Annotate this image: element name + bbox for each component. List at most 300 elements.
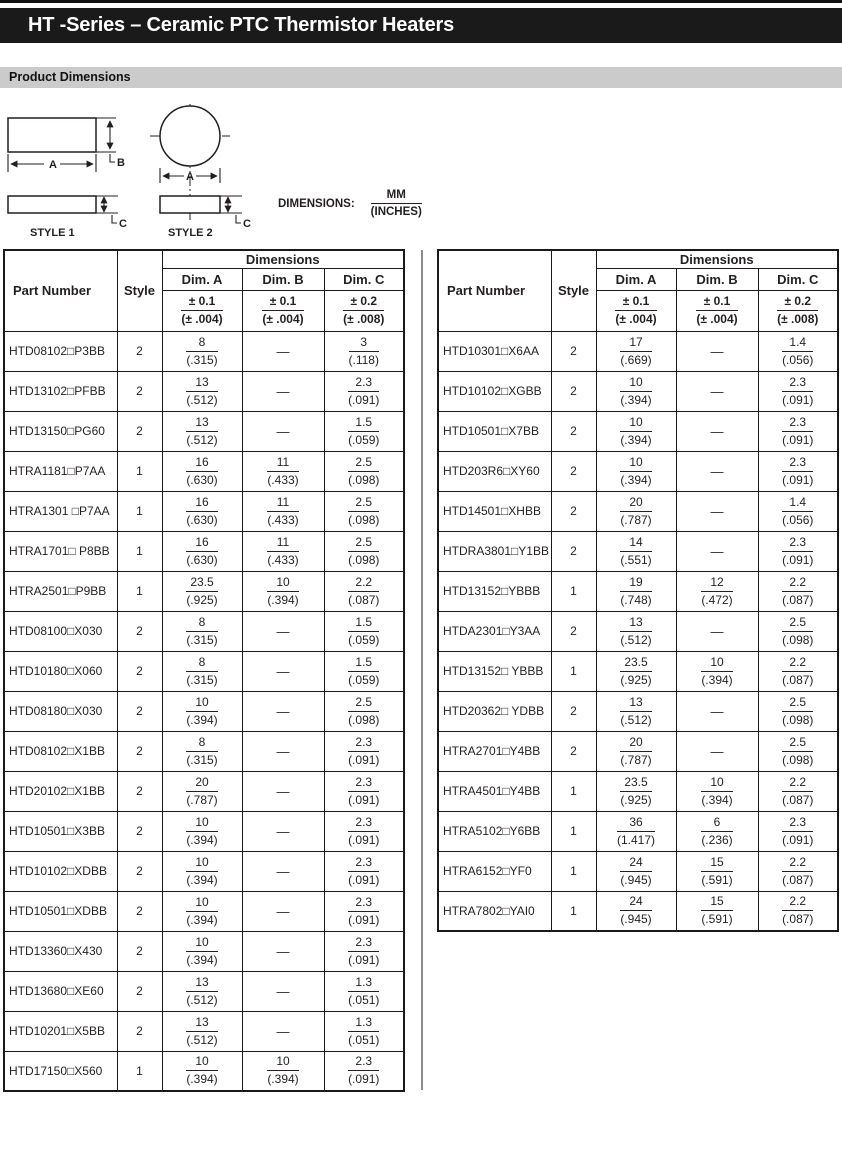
dim-c-cell-value-inches: (.091) [348,392,380,407]
dim-c-cell-value [782,815,813,848]
table-row [438,691,838,731]
dim-c-cell [758,491,838,531]
dim-a-cell-value-inches: (.551) [620,552,652,567]
dim-c-cell-value-mm: 2.2 [782,575,813,592]
dim-c-cell-value [782,495,813,528]
dim-c-cell [758,451,838,491]
dim-c-cell-value-inches: (.087) [782,592,814,607]
style2-caption: STYLE 2 [168,227,213,239]
dim-a-cell-value-inches: (.315) [186,672,218,687]
table-row [4,731,404,771]
dim-c-cell-value-inches: (.087) [782,672,814,687]
dim-a-cell [596,651,676,691]
col-header-style: Style [551,250,596,331]
dim-a-cell-value-inches: (.394) [186,712,218,727]
table-row [4,491,404,531]
dim-a-cell-value-mm: 13 [620,615,651,632]
dim-c-cell-value-inches: (.056) [782,352,814,367]
dim-c-cell-value-inches: (.091) [348,952,380,967]
style-cell: 2 [117,851,162,891]
style-cell: 1 [551,771,596,811]
dim-a-cell [162,1011,242,1051]
dim-c-cell [324,451,404,491]
table-row [4,691,404,731]
part-number-cell: HTRA6152□YF0 [438,851,551,891]
dim-a-cell [162,531,242,571]
col-header-tol-b [676,290,758,331]
dim-a-cell-value-mm: 8 [186,615,217,632]
dim-c-cell [324,371,404,411]
dim-c-cell-value [782,735,813,768]
dim-b-cell [242,1051,324,1091]
dim-c-cell-value [782,655,813,688]
dim-a-cell-value-mm: 13 [186,375,217,392]
dim-a-cell [596,531,676,571]
dim-a-cell-value [620,455,651,488]
dim-b-cell: — [676,691,758,731]
part-number-cell: HTRA5102□Y6BB [438,811,551,851]
dim-a-label-style1: A [49,159,57,171]
dim-a-cell-value [186,695,217,728]
table-row [4,611,404,651]
style-cell: 2 [551,491,596,531]
dim-c-cell [758,731,838,771]
part-number-cell: HTDA2301□Y3AA [438,611,551,651]
dim-a-cell-value [186,855,217,888]
dim-a-cell-value-inches: (.925) [620,792,652,807]
dim-c-cell [758,571,838,611]
dim-a-cell-value-mm: 36 [617,815,655,832]
dim-c-cell-value-mm: 2.2 [782,855,813,872]
dim-c-cell-value-mm: 1.5 [348,415,379,432]
dim-c-cell-value-mm: 2.3 [348,895,379,912]
dim-c-cell [324,531,404,571]
dim-a-cell-value-inches: (.394) [186,872,218,887]
dim-a-cell-value-inches: (.945) [620,912,652,927]
dim-c-cell-value-inches: (.098) [348,472,380,487]
table-row [4,851,404,891]
dim-a-cell-value-mm: 16 [186,495,217,512]
dim-c-cell-value [348,1015,379,1048]
dim-b-cell-value [701,575,732,608]
part-number-cell: HTD17150□X560 [4,1051,117,1091]
tol-c-mm: ± 0.2 [777,294,818,311]
dim-c-cell [758,691,838,731]
tol-a-mm: ± 0.1 [615,294,656,311]
dim-c-cell [758,771,838,811]
dim-a-cell-value-inches: (1.417) [616,832,656,847]
dim-a-cell-value [620,335,651,368]
style2-side-view [160,196,220,213]
dim-c-cell-value-inches: (.098) [348,512,380,527]
table-row [4,371,404,411]
dim-a-cell-value [186,1015,217,1048]
dim-a-cell-value-inches: (.512) [186,392,218,407]
tol-b-mm: ± 0.1 [262,294,303,311]
dim-a-cell-value [620,775,651,808]
dim-c-cell-value [782,575,813,608]
part-number-cell: HTRA2701□Y4BB [438,731,551,771]
dim-b-cell-value [267,535,298,568]
dim-c-cell-value-mm: 2.3 [782,375,813,392]
dim-c-cell-value-mm: 1.3 [348,1015,379,1032]
dim-c-cell-value-inches: (.091) [348,832,380,847]
dim-a-cell [596,771,676,811]
dim-a-cell [596,451,676,491]
dim-a-cell-value-mm: 10 [186,695,217,712]
dim-a-cell [162,851,242,891]
table-row [438,451,838,491]
dim-b-cell-value [701,655,732,688]
dim-b-cell-value-inches: (.591) [701,912,733,927]
dim-b-cell: — [242,771,324,811]
dim-c-cell-value-mm: 2.5 [348,695,379,712]
dim-a-cell-value [620,575,651,608]
dim-a-cell [596,851,676,891]
dim-a-cell-value-inches: (.925) [186,592,218,607]
dim-c-cell-value [348,655,379,688]
dim-c-cell-value-inches: (.091) [782,832,814,847]
dim-c-cell-value [782,335,813,368]
tol-c-in: (± .008) [343,312,385,326]
dim-b-cell-value-inches: (.591) [701,872,733,887]
dim-a-cell-value-mm: 13 [620,695,651,712]
table-row [438,891,838,931]
style-cell: 2 [117,411,162,451]
col-header-style: Style [117,250,162,331]
dim-c-cell-value [348,495,379,528]
dim-a-cell-value-inches: (.512) [620,712,652,727]
table-row [4,811,404,851]
dim-c-cell-value-inches: (.059) [348,632,380,647]
style-cell: 2 [551,691,596,731]
dim-b-cell [242,571,324,611]
table-row [438,851,838,891]
dim-c-cell [324,411,404,451]
dim-a-cell-value [186,895,217,928]
dim-b-cell-value [701,894,732,927]
dim-c-cell-value [348,375,379,408]
dim-a-cell-value [186,375,217,408]
dim-b-cell [676,811,758,851]
dim-c-cell-value-inches: (.098) [782,752,814,767]
dim-c-cell [324,611,404,651]
style-cell: 2 [117,1011,162,1051]
col-header-dim-c: Dim. C [758,268,838,290]
dimensions-table-right [437,249,839,932]
dim-a-cell-value-inches: (.787) [186,792,218,807]
part-number-cell: HTD14501□XHBB [438,491,551,531]
dim-b-cell-value-inches: (.394) [267,1072,299,1087]
dim-a-cell-value-mm: 8 [186,655,217,672]
dim-b-cell-value-mm: 15 [701,894,732,911]
dim-b-cell: — [676,371,758,411]
style1-caption: STYLE 1 [30,227,75,239]
dim-c-cell-value-inches: (.059) [348,432,380,447]
dim-a-cell-value-mm: 16 [186,535,217,552]
dim-a-cell-value [186,655,217,688]
dim-a-cell-value [186,815,217,848]
dim-c-cell-value-mm: 2.5 [348,495,379,512]
table-separator-rule [421,250,423,1090]
dim-a-cell [162,771,242,811]
dim-b-cell-value-inches: (.472) [701,592,733,607]
units-mm: MM [371,188,422,204]
dim-b-cell: — [242,651,324,691]
part-number-cell: HTD08180□X030 [4,691,117,731]
dim-b-cell: — [242,931,324,971]
col-header-tol-c [758,290,838,331]
dim-a-cell-value [620,894,651,927]
part-number-cell: HTD13152□ YBBB [438,651,551,691]
dim-a-cell-value [620,655,651,688]
dim-c-cell-value-inches: (.098) [782,632,814,647]
dim-b-cell-value-inches: (.433) [267,512,299,527]
dim-b-cell-value-mm: 15 [701,855,732,872]
dim-a-cell-value [186,455,217,488]
dim-c-cell [758,371,838,411]
dim-b-cell-value-inches: (.236) [701,832,733,847]
style-cell: 2 [551,531,596,571]
dim-c-cell-value [348,575,379,608]
dim-a-cell-value-inches: (.394) [186,912,218,927]
dim-c-cell-value-mm: 2.3 [348,815,379,832]
dim-a-cell-value [620,615,651,648]
dim-a-cell-value-mm: 23.5 [620,655,651,672]
dim-b-cell: — [676,531,758,571]
tol-b-in: (± .004) [696,312,738,326]
dim-b-cell [676,891,758,931]
style-cell: 2 [117,651,162,691]
table-row [438,531,838,571]
part-number-cell: HTD10501□X3BB [4,811,117,851]
dim-a-cell [162,1051,242,1091]
table-row [4,891,404,931]
part-number-cell: HTD10102□XGBB [438,371,551,411]
dim-c-cell [758,331,838,371]
dim-c-cell-value [782,535,813,568]
style-cell: 2 [551,331,596,371]
style-cell: 2 [117,971,162,1011]
style-cell: 1 [117,531,162,571]
dim-c-cell-value-mm: 2.3 [348,735,379,752]
dim-a-cell-value-mm: 8 [186,335,217,352]
dim-c-cell-value-mm: 1.5 [348,655,379,672]
col-header-part-number: Part Number [4,250,117,331]
dim-b-cell [676,771,758,811]
dim-b-cell-value-inches: (.433) [267,472,299,487]
dim-a-cell-value [620,695,651,728]
tol-a-in: (± .004) [181,312,223,326]
dim-a-cell-value-mm: 23.5 [620,775,651,792]
tol-b-mm: ± 0.1 [696,294,737,311]
part-number-cell: HTD08102□P3BB [4,331,117,371]
table-row [438,571,838,611]
col-header-dim-a: Dim. A [596,268,676,290]
table-row [4,771,404,811]
tol-a-mm: ± 0.1 [181,294,222,311]
dim-a-cell-value-mm: 10 [186,815,217,832]
dim-b-label: B [117,157,125,169]
dim-b-cell-value-mm: 10 [267,1054,298,1071]
dim-a-cell-value-inches: (.394) [620,392,652,407]
dim-a-cell-value-inches: (.630) [186,552,218,567]
dim-a-cell-value-inches: (.315) [186,752,218,767]
dim-b-cell-value [267,455,298,488]
dim-c-cell-value-inches: (.091) [348,752,380,767]
dim-c-cell-value-inches: (.091) [348,1072,380,1087]
dim-c-cell-value-mm: 2.3 [348,855,379,872]
dim-b-cell-value-inches: (.394) [267,592,299,607]
dim-c-cell-value-inches: (.087) [348,592,380,607]
dim-c-cell [324,491,404,531]
dim-a-cell-value-inches: (.512) [186,1032,218,1047]
dim-a-cell-value-mm: 10 [620,375,651,392]
dim-c-cell-value-mm: 2.5 [348,535,379,552]
dim-b-cell: — [242,971,324,1011]
dim-a-cell-value-mm: 10 [186,855,217,872]
dim-b-cell-value-inches: (.433) [267,552,299,567]
dim-c-cell [758,611,838,651]
dim-c-cell-value-inches: (.098) [782,712,814,727]
dim-c-cell-value-inches: (.091) [348,872,380,887]
dim-b-cell-value [267,495,298,528]
dim-c-cell-value [782,375,813,408]
part-number-cell: HTD13102□PFBB [4,371,117,411]
dim-a-cell [596,691,676,731]
dim-c-cell-value [782,695,813,728]
dim-b-cell: — [242,331,324,371]
dim-a-cell-value-mm: 24 [620,894,651,911]
dim-c-cell-value [348,415,379,448]
dim-a-cell [162,931,242,971]
dim-a-cell-value-mm: 19 [620,575,651,592]
dim-a-cell [596,331,676,371]
dim-b-cell: — [242,611,324,651]
dim-c-cell-value-mm: 1.3 [348,975,379,992]
tol-a-in: (± .004) [615,312,657,326]
dim-c-label-style1: C [119,218,127,230]
dim-a-cell-value [620,415,651,448]
dim-b-cell: — [242,1011,324,1051]
col-header-dimensions: Dimensions [596,250,838,268]
dim-c-cell [324,651,404,691]
dim-a-cell-value [186,575,217,608]
dim-c-cell-value-mm: 3 [349,335,379,352]
table-row [4,931,404,971]
dim-b-cell [676,651,758,691]
dim-c-cell-value [782,775,813,808]
dim-c-cell-value-mm: 2.2 [348,575,379,592]
col-header-part-number: Part Number [438,250,551,331]
style-cell: 2 [551,611,596,651]
style-cell: 2 [117,811,162,851]
part-number-cell: HTD10201□X5BB [4,1011,117,1051]
tol-b-in: (± .004) [262,312,304,326]
table-row [4,651,404,691]
part-number-cell: HTD13360□X430 [4,931,117,971]
style-cell: 2 [551,371,596,411]
dim-c-cell-value [348,935,379,968]
table-row [438,731,838,771]
dim-c-cell-value-mm: 1.4 [782,335,813,352]
dim-c-cell-value-inches: (.087) [782,792,814,807]
dim-b-cell-value [267,575,298,608]
dim-a-cell-value-inches: (.394) [186,832,218,847]
top-rule [0,0,842,3]
dim-a-cell-value-inches: (.669) [620,352,652,367]
dim-a-cell [596,411,676,451]
table-row [4,971,404,1011]
col-header-dim-b: Dim. B [242,268,324,290]
style-cell: 1 [117,571,162,611]
style-cell: 1 [551,651,596,691]
dim-a-cell-value-mm: 13 [186,415,217,432]
dim-a-cell-value-mm: 13 [186,975,217,992]
dim-b-cell-value-mm: 10 [701,775,732,792]
style-cell: 2 [117,931,162,971]
dim-c-cell-value [348,695,379,728]
dim-c-cell-value [348,895,379,928]
dim-c-cell-value-mm: 2.3 [348,375,379,392]
dim-b-cell-value-inches: (.394) [701,792,733,807]
dim-a-cell-value-inches: (.630) [186,512,218,527]
dim-a-cell-value-inches: (.512) [186,992,218,1007]
part-number-cell: HTD10102□XDBB [4,851,117,891]
dim-a-cell [596,571,676,611]
col-header-tol-b [242,290,324,331]
part-number-cell: HTD203R6□XY60 [438,451,551,491]
part-number-cell: HTD10501□X7BB [438,411,551,451]
dim-b-cell-value [701,815,732,848]
dim-c-cell [324,731,404,771]
dim-c-cell-value-mm: 2.3 [782,815,813,832]
product-dimension-diagram [0,100,430,242]
dim-c-cell-value-inches: (.051) [348,1032,380,1047]
dim-a-cell-value [620,495,651,528]
dim-c-cell [758,811,838,851]
table-row [4,571,404,611]
dim-c-cell [324,1011,404,1051]
dim-c-cell-value [348,855,379,888]
dim-c-cell-value-inches: (.091) [348,792,380,807]
dim-b-cell: — [242,891,324,931]
dim-c-cell [324,971,404,1011]
dim-c-cell-value-inches: (.091) [782,432,814,447]
page-title: HT -Series – Ceramic PTC Thermistor Heaters [0,8,842,43]
dim-a-cell-value-mm: 10 [620,455,651,472]
dim-a-cell [162,571,242,611]
part-number-cell: HTRA1181□P7AA [4,451,117,491]
dim-c-label-style2: C [243,218,251,230]
tol-c-mm: ± 0.2 [343,294,384,311]
dim-b-cell-value [267,1054,298,1087]
dim-c-cell-value [348,975,379,1008]
part-number-cell: HTRA4501□Y4BB [438,771,551,811]
dim-c-cell-value [348,535,379,568]
dim-a-cell-value-inches: (.315) [186,632,218,647]
dim-b-cell-value-mm: 11 [267,455,298,472]
dim-b-cell-value [701,775,732,808]
col-header-dimensions: Dimensions [162,250,404,268]
dim-a-cell-value-inches: (.925) [620,672,652,687]
dim-b-cell: — [676,731,758,771]
dim-c-cell-value-mm: 2.3 [782,415,813,432]
dim-c-cell-value-inches: (.056) [782,512,814,527]
part-number-cell: HTRA7802□YAI0 [438,891,551,931]
dim-a-cell [596,371,676,411]
dim-a-cell [596,611,676,651]
